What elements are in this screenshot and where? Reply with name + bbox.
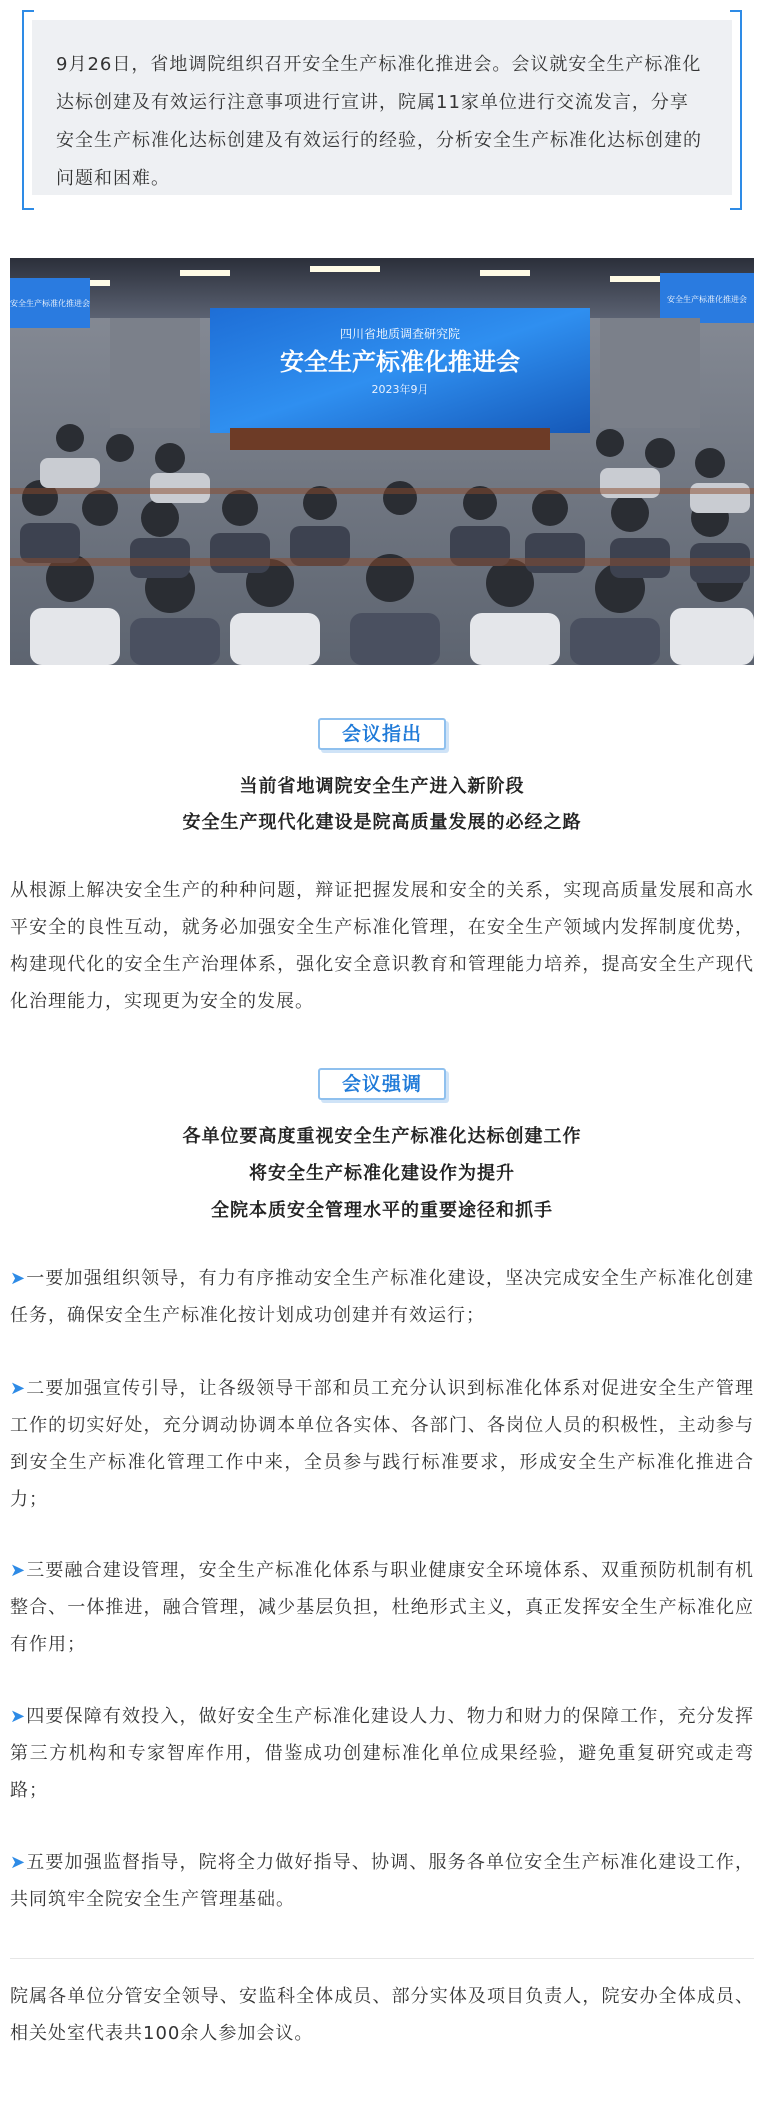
section-heading-2 bbox=[0, 1068, 764, 1100]
meeting-photo-illustration bbox=[10, 258, 754, 665]
arrow-icon: ➤ bbox=[10, 1852, 27, 1873]
section1-subhead-1: 当前省地调院安全生产进入新阶段 bbox=[239, 776, 525, 797]
arrow-icon: ➤ bbox=[10, 1268, 27, 1289]
screen-date: 2023年9月 bbox=[371, 383, 429, 396]
list-item-text: 五要加强监督指导，院将全力做好指导、协调、服务各单位安全生产标准化建设工作，共同筑牢全院安全生产管理基础。 bbox=[10, 1852, 754, 1910]
list-item bbox=[10, 1844, 754, 1918]
list-item bbox=[10, 1370, 754, 1518]
list-item-text: 四要保障有效投入，做好安全生产标准化建设人力、物力和财力的保障工作，充分发挥第三方机构和专家智库作用，借鉴成功创建标准化单位成果经验，避免重复研究或走弯路； bbox=[10, 1706, 754, 1801]
section2-subhead-3: 全院本质安全管理水平的重要途径和抓手 bbox=[211, 1200, 553, 1221]
intro-text: 9月26日，省地调院组织召开安全生产标准化推进会。会议就安全生产标准化达标创建及有效运行注意事项进行宣讲，院属11家单位进行交流发言，分享安全生产标准化达标创建及有效运行的经验，分析安全生产标准化达标创建的问题和困难。 bbox=[32, 20, 732, 195]
section2-subhead-2: 将安全生产标准化建设作为提升 bbox=[249, 1163, 515, 1184]
arrow-icon: ➤ bbox=[10, 1560, 27, 1581]
screen-title: 安全生产标准化推进会 bbox=[280, 348, 520, 376]
meeting-photo bbox=[10, 258, 754, 665]
section-title-meeting-emphasized: 会议强调 bbox=[318, 1068, 446, 1100]
section-title-meeting-pointed-out: 会议指出 bbox=[318, 718, 446, 750]
arrow-icon: ➤ bbox=[10, 1706, 27, 1727]
section1-body: 从根源上解决安全生产的种种问题，辩证把握发展和安全的关系，实现高质量发展和高水平安全的良性互动，就务必加强安全生产标准化管理，在安全生产领域内发挥制度优势，构建现代化的安全生产治理体系，强化安全意识教育和管理能力培养，提高安全生产现代化治理能力，实现更为安全的发展。 bbox=[10, 880, 754, 1012]
divider bbox=[10, 1958, 754, 1959]
screen-subtitle: 四川省地质调查研究院 bbox=[339, 327, 461, 341]
list-item-text: 一要加强组织领导，有力有序推动安全生产标准化建设，坚决完成安全生产标准化创建任务，确保安全生产标准化按计划成功创建并有效运行； bbox=[10, 1268, 754, 1326]
list-item bbox=[10, 1260, 754, 1334]
arrow-icon: ➤ bbox=[10, 1378, 27, 1399]
section1-subhead-2: 安全生产现代化建设是院高质量发展的必经之路 bbox=[182, 812, 582, 833]
list-item bbox=[10, 1552, 754, 1663]
section-heading-1 bbox=[0, 718, 764, 750]
list-item-text: 三要融合建设管理，安全生产标准化体系与职业健康安全环境体系、双重预防机制有机整合、一体推进，融合管理，减少基层负担，杜绝形式主义，真正发挥安全生产标准化应有作用； bbox=[10, 1560, 754, 1655]
side-screen-left-text: 安全生产标准化推进会 bbox=[10, 299, 90, 308]
list-item bbox=[10, 1698, 754, 1809]
closing-paragraph: 院属各单位分管安全领导、安监科全体成员、部分实体及项目负责人，院安办全体成员、相关处室代表共100余人参加会议。 bbox=[10, 1986, 754, 2044]
list-item-text: 二要加强宣传引导，让各级领导干部和员工充分认识到标准化体系对促进安全生产管理工作的切实好处，充分调动协调本单位各实体、各部门、各岗位人员的积极性，主动参与到安全生产标准化管理工作中来，全员参与践行标准要求，形成安全生产标准化推进合力； bbox=[10, 1378, 754, 1510]
section2-subhead-1: 各单位要高度重视安全生产标准化达标创建工作 bbox=[182, 1126, 582, 1147]
intro-callout bbox=[22, 0, 742, 205]
side-screen-right-text: 安全生产标准化推进会 bbox=[667, 295, 747, 304]
